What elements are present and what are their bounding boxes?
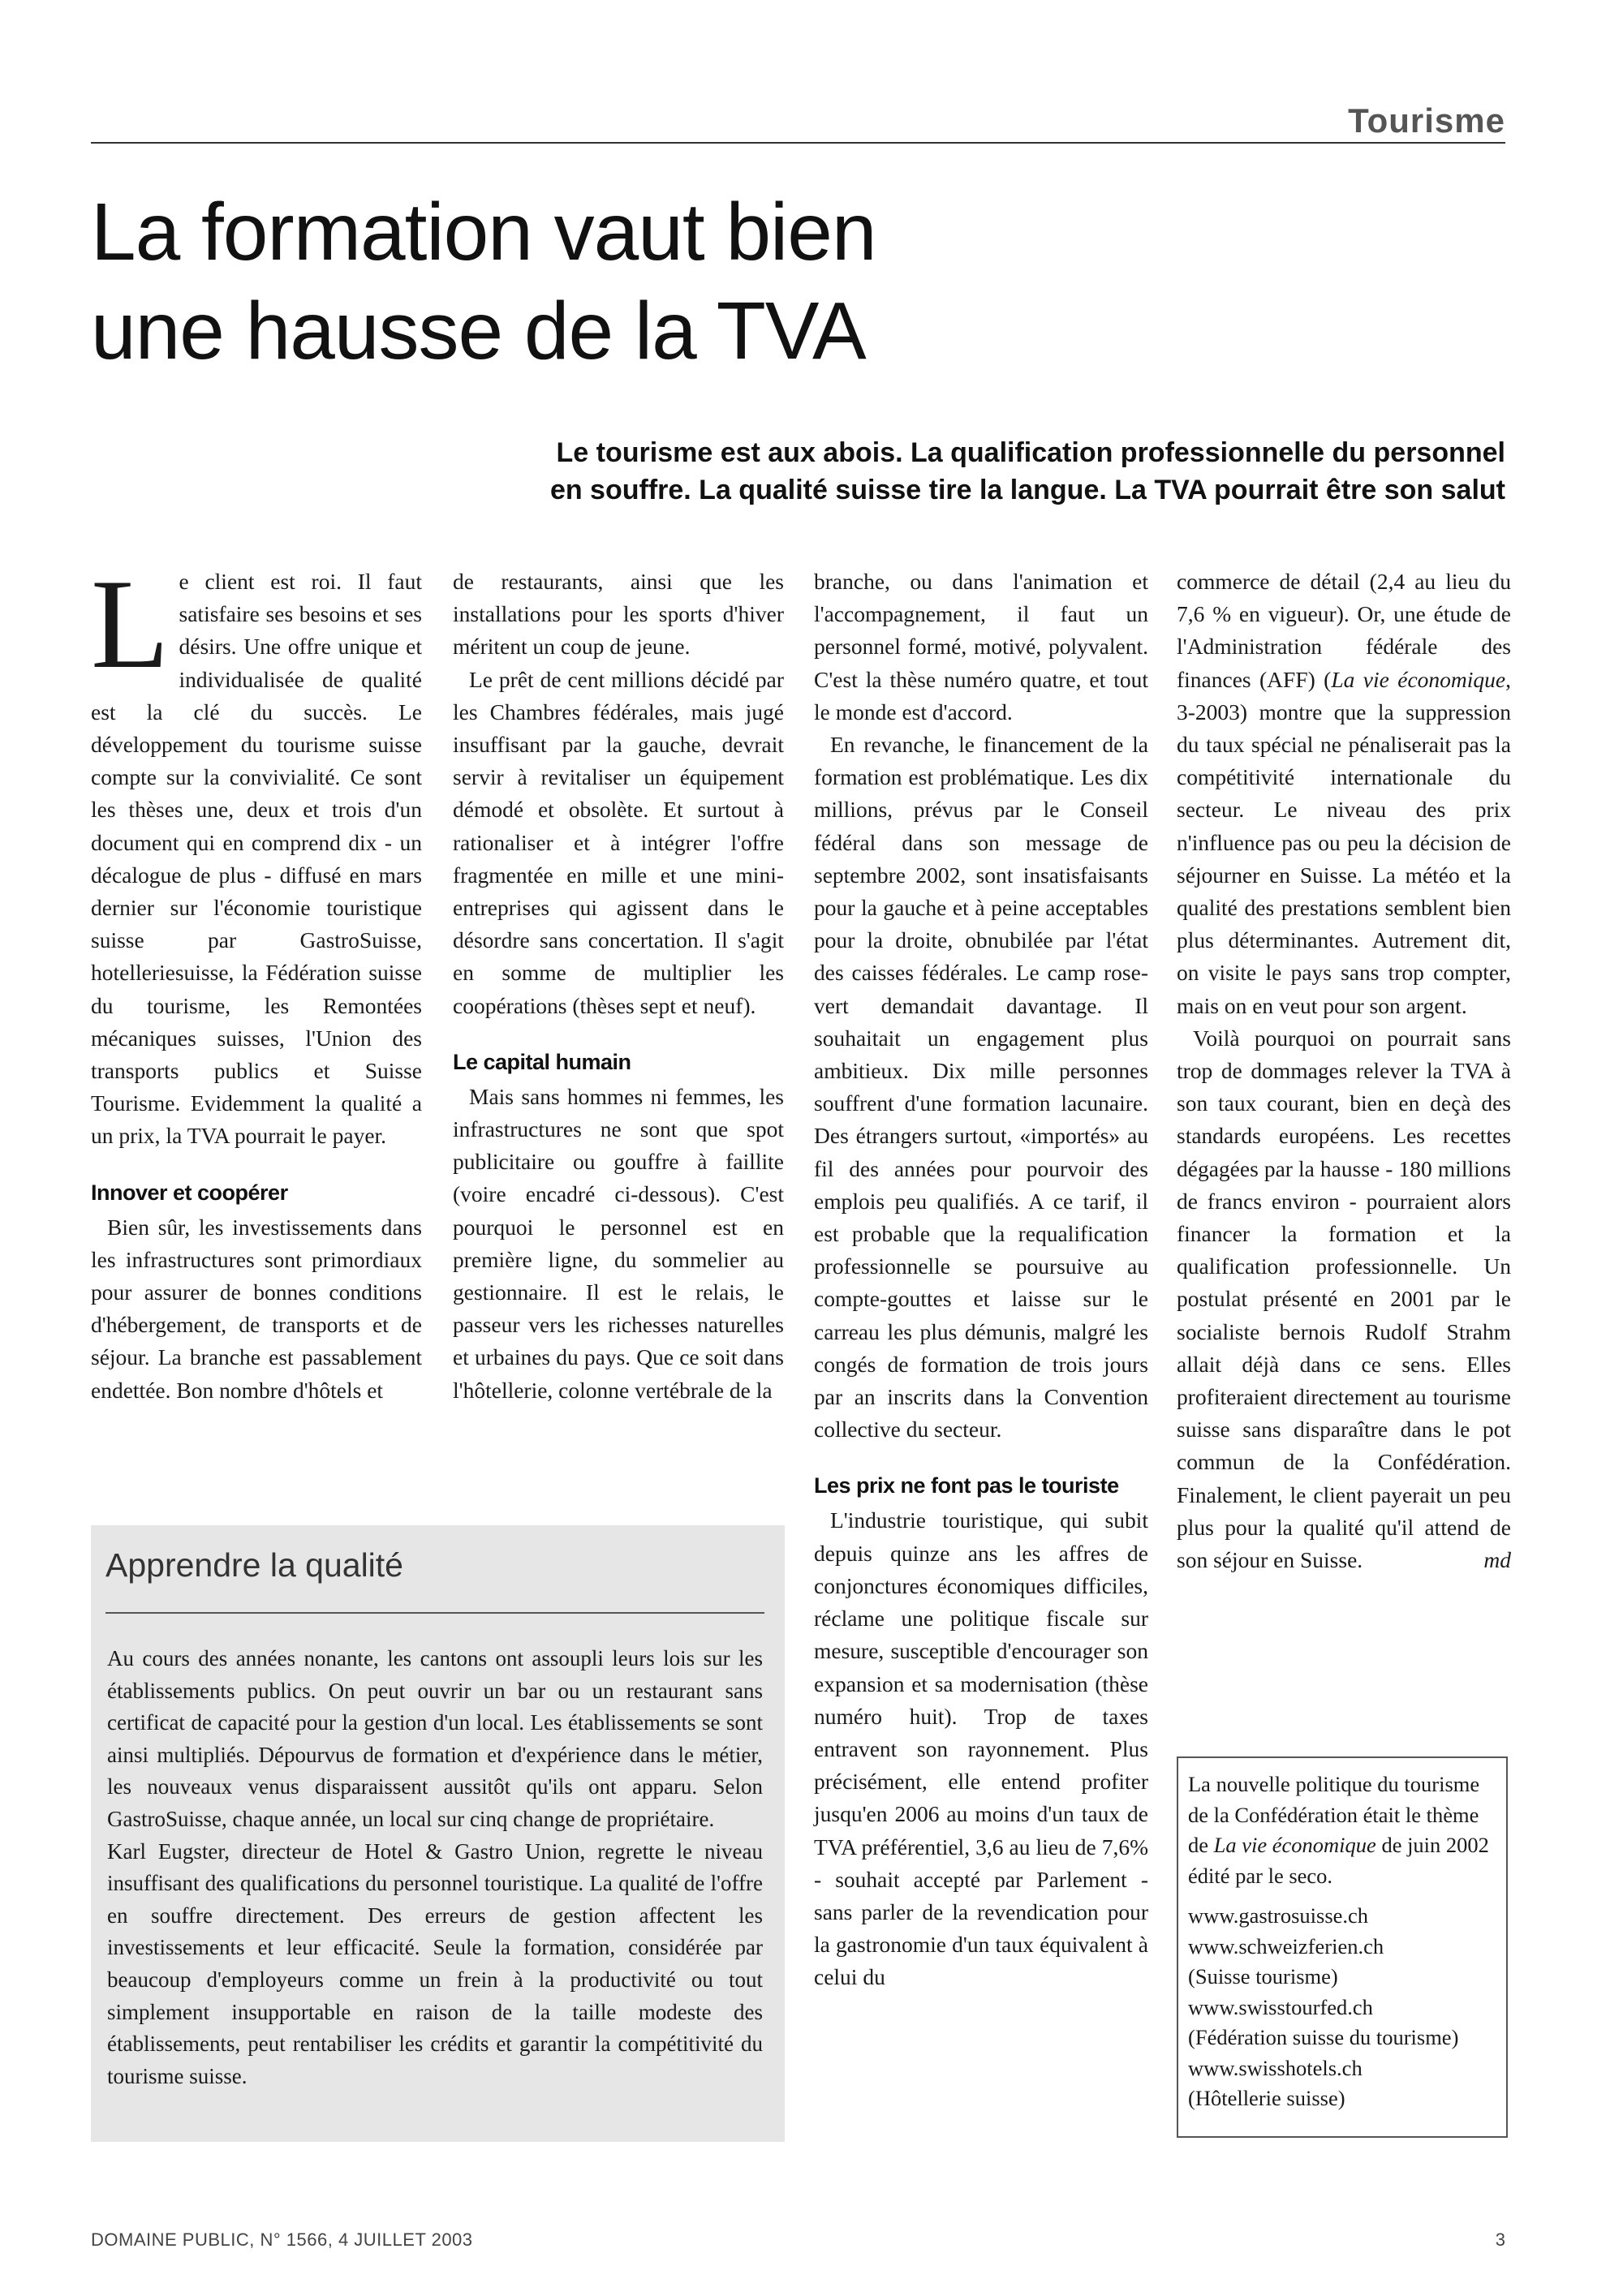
article-title <box>91 183 1308 381</box>
link-caption: (Fédération suisse du tourisme) <box>1188 2025 1459 2049</box>
column4-paragraph-1: commerce de détail (2,4 au lieu du 7,6 % en vigueur). Or, une étude de l'Administration fédérale des finances (AFF) (La vie économique, 3-2003) montre que la suppression du taux spécial ne pénaliserait pas la compétitivité internationale du secteur. Le niveau des prix n'influence pas ou peu la décision de séjourner en Suisse. La météo et la qualité des prestations semblent bien plus déterminantes. Autrement dit, on visite le pays sans trop compter, mais on en veut pour son argent. <box>1177 569 1511 1018</box>
publication-title: La vie économique <box>1331 666 1506 692</box>
link-gastrosuisse[interactable]: www.gastrosuisse.ch <box>1188 1903 1369 1928</box>
footer-publication: DOMAINE PUBLIC, N° 1566, 4 JUILLET 2003 <box>91 2229 473 2250</box>
article-column-3 <box>814 565 1148 1994</box>
article-lead <box>166 434 1505 509</box>
column1-paragraph-2: Bien sûr, les investissements dans les infrastructures sont primordiaux pour assurer de bonnes conditions d'hébergement, de transports et de séjour. La branche est passablement endettée. Bon nombre d'hôtels et <box>91 1214 422 1403</box>
section-rubric: Tourisme <box>1348 101 1505 140</box>
column1-paragraph-1: Le client est roi. Il faut satisfaire ses besoins et ses désirs. Une offre unique et individualisée de qualité est la clé du succès. Le développement du tourisme suisse compte sur la convivialité. Ce sont les thèses une, deux et trois d'un document qui en comprend dix - un décalogue de plus - diffusé en mars dernier sur l'économie touristique suisse par GastroSuisse, hotelleriesuisse, la Fédération suisse du tourisme, les Remontées mécaniques suisses, l'Union des transports publics et Suisse Tourisme. Evidemment la qualité a un prix, la TVA pourrait le payer. <box>91 553 422 1149</box>
article-column-4 <box>1177 565 1511 1576</box>
link-caption: (Suisse tourisme) <box>1188 1964 1338 1989</box>
link-swisstourfed[interactable]: www.swisstourfed.ch <box>1188 1994 1373 2019</box>
inset-box <box>91 1525 785 2142</box>
drop-cap: L <box>91 553 170 695</box>
subheading-prix: Les prix ne font pas le touriste <box>814 1473 1119 1498</box>
article-column-1 <box>91 553 422 1407</box>
subheading-capital-humain: Le capital humain <box>453 1049 631 1074</box>
title-line-2: une hausse de la TVA <box>91 286 866 376</box>
column3-paragraph-3: L'industrie touristique, qui subit depuis quinze ans les affres de conjonctures économiques difficiles, réclame une politique fiscale sur mesure, susceptible d'encourager son expansion et sa modernisation (thèse numéro huit). Trop de taxes entravent son rayonnement. Plus précisément, elle entend profiter jusqu'en 2006 au moins d'un taux de TVA préférentiel, 3,6 au lieu de 7,6% - souhait accepté par Parlement - sans parler de la revendication pour la gastronomie d'un taux équivalent à celui du <box>814 1507 1148 1990</box>
column2-paragraph-3: Mais sans hommes ni femmes, les infrastructures ne sont que spot publicitaire ou gouffre à faillite (voire encadré ci-dessous). C'est pourquoi le personnel est en première ligne, du sommelier au gestionnaire. Il est le relais, le passeur vers les richesses naturelles et urbaines du pays. Que ce soit dans l'hôtellerie, colonne vertébrale de la <box>453 1083 784 1403</box>
inset-title: Apprendre la qualité <box>105 1546 403 1584</box>
column2-paragraph-1: de restaurants, ainsi que les installations pour les sports d'hiver méritent un coup de jeune. <box>453 569 784 660</box>
column3-paragraph-2: En revanche, le financement de la formation est problématique. Les dix millions, prévus par le Conseil fédéral dans son message de septembre 2002, sont insatisfaisants pour la gauche et à peine acceptables pour la droite, obnubilée par l'état des caisses fédérales. Le camp rose-vert demandait davantage. Il souhaitait un engagement plus ambitieux. Dix mille personnes souffrent d'une formation lacunaire. Des étrangers surtout, «importés» au fil des années pour pourvoir des emplois peu qualifiés. A ce tarif, il est probable que la requalification professionnelle se poursuive au compte-gouttes et laisse sur le carreau les plus démunis, malgré les congés de formation de trois jours par an inscrits dans la Convention collective du secteur. <box>814 732 1148 1443</box>
inset-body <box>107 1643 763 2092</box>
lead-line-1: Le tourisme est aux abois. La qualification professionnelle du personnel <box>556 437 1505 468</box>
column3-paragraph-1: branche, ou dans l'animation et l'accompagnement, il faut un personnel formé, motivé, polyvalent. C'est la thèse numéro quatre, et tout le monde est d'accord. <box>814 569 1148 724</box>
inset-paragraph-2: Karl Eugster, directeur de Hotel & Gastro Union, regrette le niveau insuffisant des qualifications du personnel touristique. La qualité de l'offre en souffre directement. Des erreurs de gestion affectent les investissements et leur efficacité. Seule la formation, considérée par beaucoup d'employeurs comme un frein à la productivité ou tout simplement insupportable en raison de la taille modeste des établissements, peut rentabiliser les crédits et garantir la compétitivité du tourisme suisse. <box>107 1838 763 2088</box>
link-schweizferien[interactable]: www.schweizferien.ch <box>1188 1933 1384 1958</box>
subheading-innover: Innover et coopérer <box>91 1180 288 1205</box>
title-line-1: La formation vaut bien <box>91 187 876 277</box>
column2-paragraph-2: Le prêt de cent millions décidé par les Chambres fédérales, mais jugé insuffisant par la gauche, devrait servir à revitaliser un équipement démodé et obsolète. Et surtout à rationaliser et à intégrer l'offre fragmentée en mille et une mini-entreprises qui agissent dans le désordre sans concertation. Il s'agit en somme de multiplier les coopérations (thèses sept et neuf). <box>453 666 784 1018</box>
article-column-2 <box>453 565 784 1407</box>
author-signature: md <box>1483 1547 1511 1573</box>
header-rule <box>91 142 1505 144</box>
sidebar-note: La nouvelle politique du tourisme de la Confédération était le thème de La vie économique de juin 2002 édité par le seco. <box>1188 1772 1489 1888</box>
lead-line-2: en souffre. La qualité suisse tire la langue. La TVA pourrait être son salut <box>549 475 1505 505</box>
sidebar-links-box <box>1177 1756 1508 2138</box>
inset-paragraph-1: Au cours des années nonante, les cantons ont assoupli leurs lois sur les établissements publics. On peut ouvrir un bar ou un restaurant sans certificat de capacité pour la gestion d'un local. Les établissements se sont ainsi multipliés. Dépourvus de formation et d'expérience dans le métier, les nouveaux venus disparaissent aussitôt qu'ils ont apparu. Selon GastroSuisse, chaque année, un local sur cinq change de propriétaire. <box>107 1646 763 1831</box>
link-caption: (Hôtellerie suisse) <box>1188 2086 1345 2110</box>
sidebar-link-list <box>1188 1901 1496 2114</box>
page-number: 3 <box>1495 2229 1505 2250</box>
column4-paragraph-2: Voilà pourquoi on pourrait sans trop de dommages relever la TVA à son taux courant, bien en deçà des standards européens. Les recettes dégagées par la hausse - 180 millions de francs environ - pourraient alors financer la formation et la qualification professionnelle. Un postulat présenté en 2001 par le socialiste bernois Rudolf Strahm allait déjà dans ce sens. Elles profiteraient directement au tourisme suisse sans disparaître dans le pot commun de la Confédération. Finalement, le client payerait un peu plus pour la qualité qu'il attend de son séjour en Suisse. md <box>1177 1022 1511 1576</box>
link-swisshotels[interactable]: www.swisshotels.ch <box>1188 2055 1363 2080</box>
inset-rule <box>105 1612 764 1614</box>
